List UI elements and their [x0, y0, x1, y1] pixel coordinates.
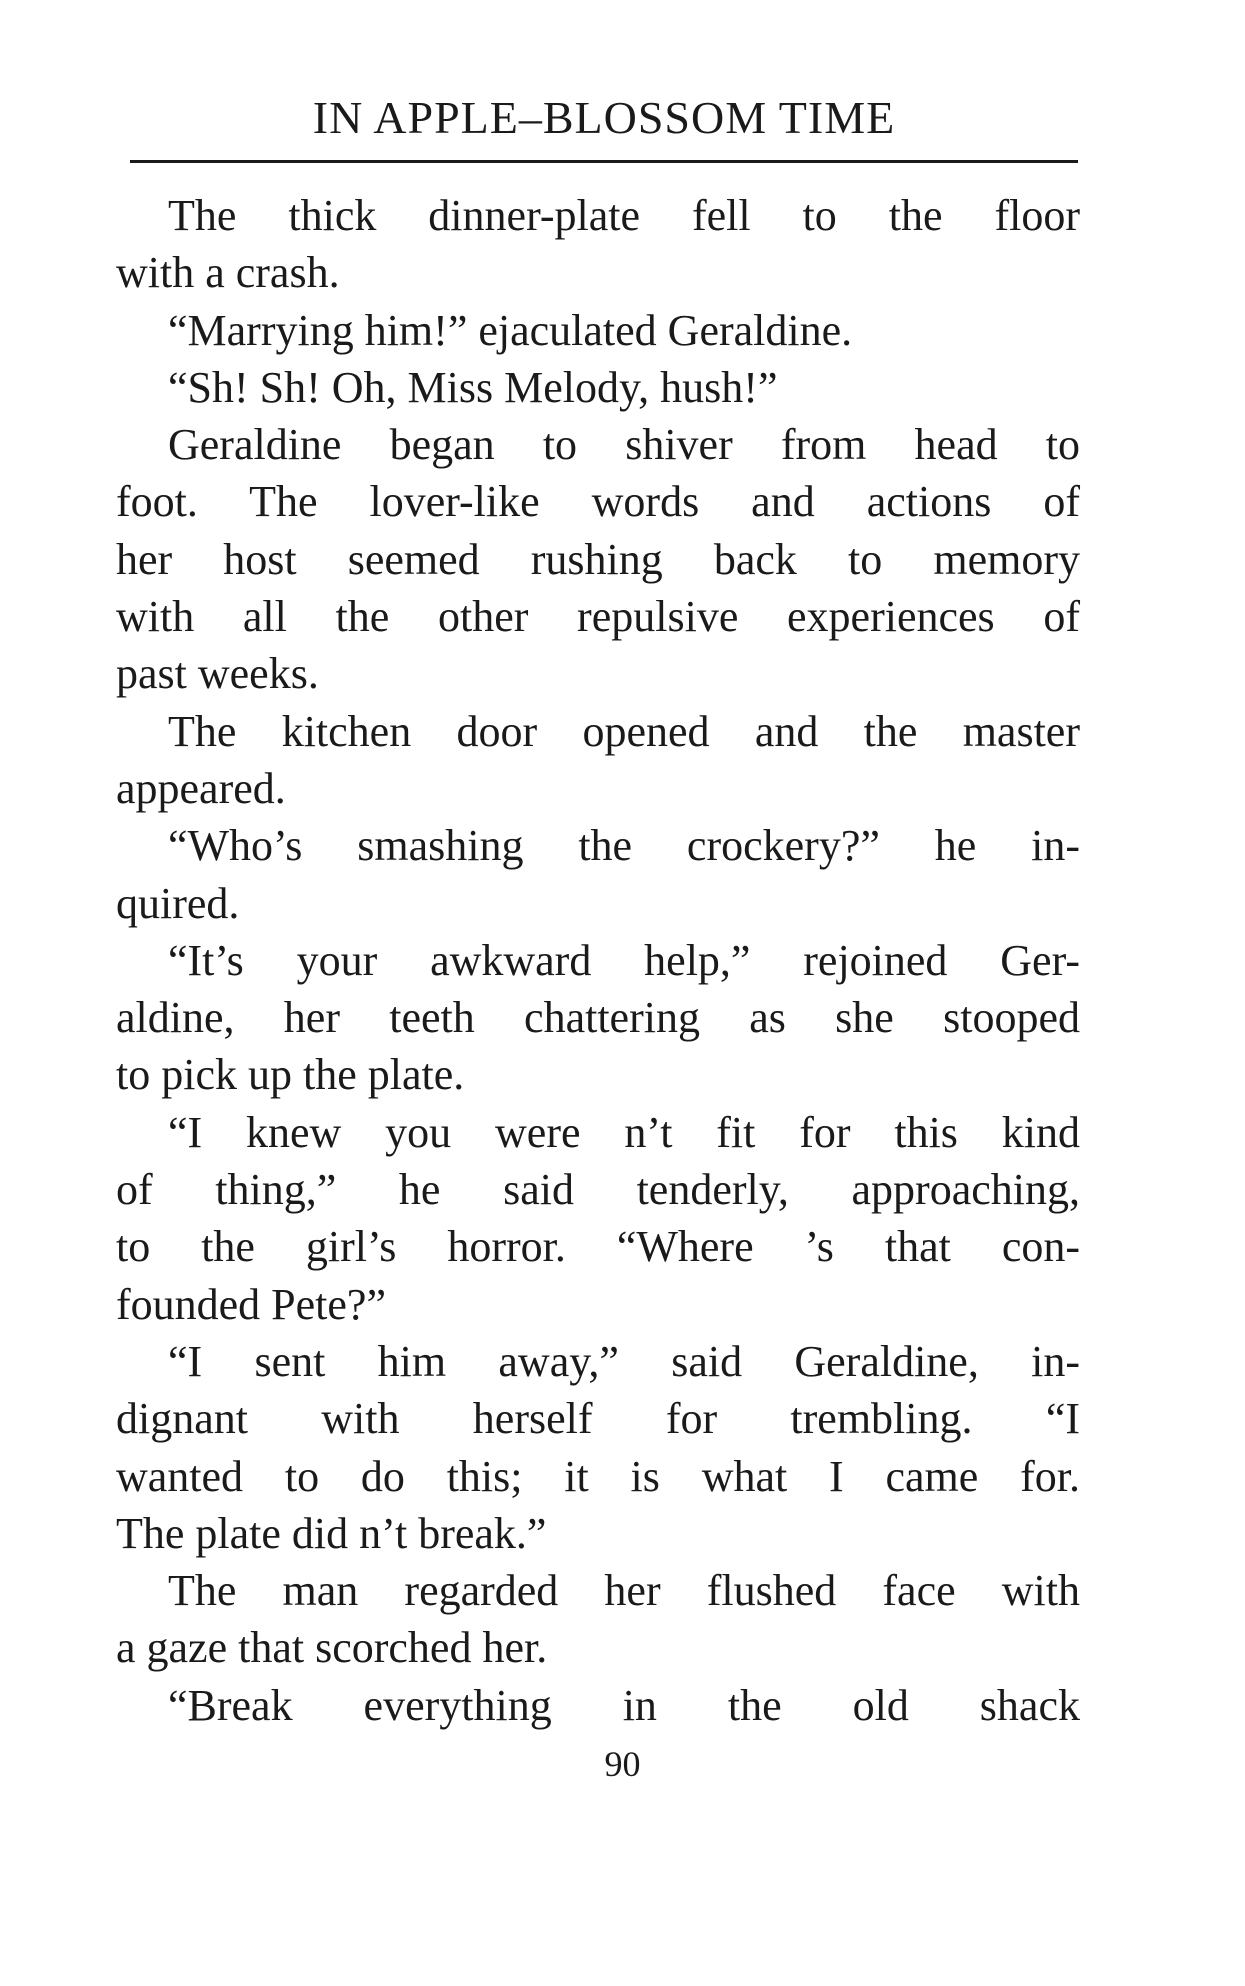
text-line: past weeks. [116, 649, 319, 699]
text-line: The thick dinner-plate fell to the floor [168, 191, 1080, 240]
body-text [116, 187, 1080, 1734]
text-line: founded Pete?” [116, 1279, 386, 1329]
text-line: Geraldine began to shiver from head to [168, 420, 1080, 470]
text-line: The plate did n’t break.” [116, 1508, 547, 1558]
running-head: IN APPLE–BLOSSOM TIME [312, 92, 896, 143]
text-line: “Who’s smashing the crockery?” he in- [168, 821, 1080, 871]
header-rule [130, 160, 1078, 163]
text-line: “Marrying him!” ejaculated Geraldine. [168, 305, 853, 355]
text-line: The kitchen door opened and the master [168, 706, 1080, 756]
text-line: “Break everything in the old shack [168, 1680, 1080, 1730]
text-line: to the girl’s horror. “Where ’s that con- [116, 1222, 1080, 1272]
text-line: “It’s your awkward help,” rejoined Ger- [168, 935, 1080, 985]
text-line: foot. The lover-like words and actions of [116, 477, 1080, 527]
text-line: to pick up the plate. [116, 1050, 465, 1100]
text-line: of thing,” he said tenderly, approaching, [116, 1165, 1080, 1215]
text-line: “Sh! Sh! Oh, Miss Melody, hush!” [168, 362, 778, 412]
text-line: wanted to do this; it is what I came for. [116, 1451, 1080, 1501]
text-line: “I knew you were n’t fit for this kind [168, 1107, 1080, 1157]
text-line: appeared. [116, 763, 286, 813]
text-line: quired. [116, 878, 240, 928]
text-line: The man regarded her flushed face with [168, 1566, 1080, 1616]
text-line: with all the other repulsive experiences of [116, 592, 1080, 642]
page-number: 90 [604, 1744, 641, 1784]
text-line: a gaze that scorched her. [116, 1623, 548, 1673]
text-line: “I sent him away,” said Geraldine, in- [168, 1336, 1080, 1386]
text-line: dignant with herself for trembling. “I [116, 1394, 1080, 1444]
text-line: her host seemed rushing back to memory [116, 534, 1080, 584]
text-line: aldine, her teeth chattering as she stooped [116, 993, 1080, 1043]
text-line: with a crash. [116, 248, 340, 298]
